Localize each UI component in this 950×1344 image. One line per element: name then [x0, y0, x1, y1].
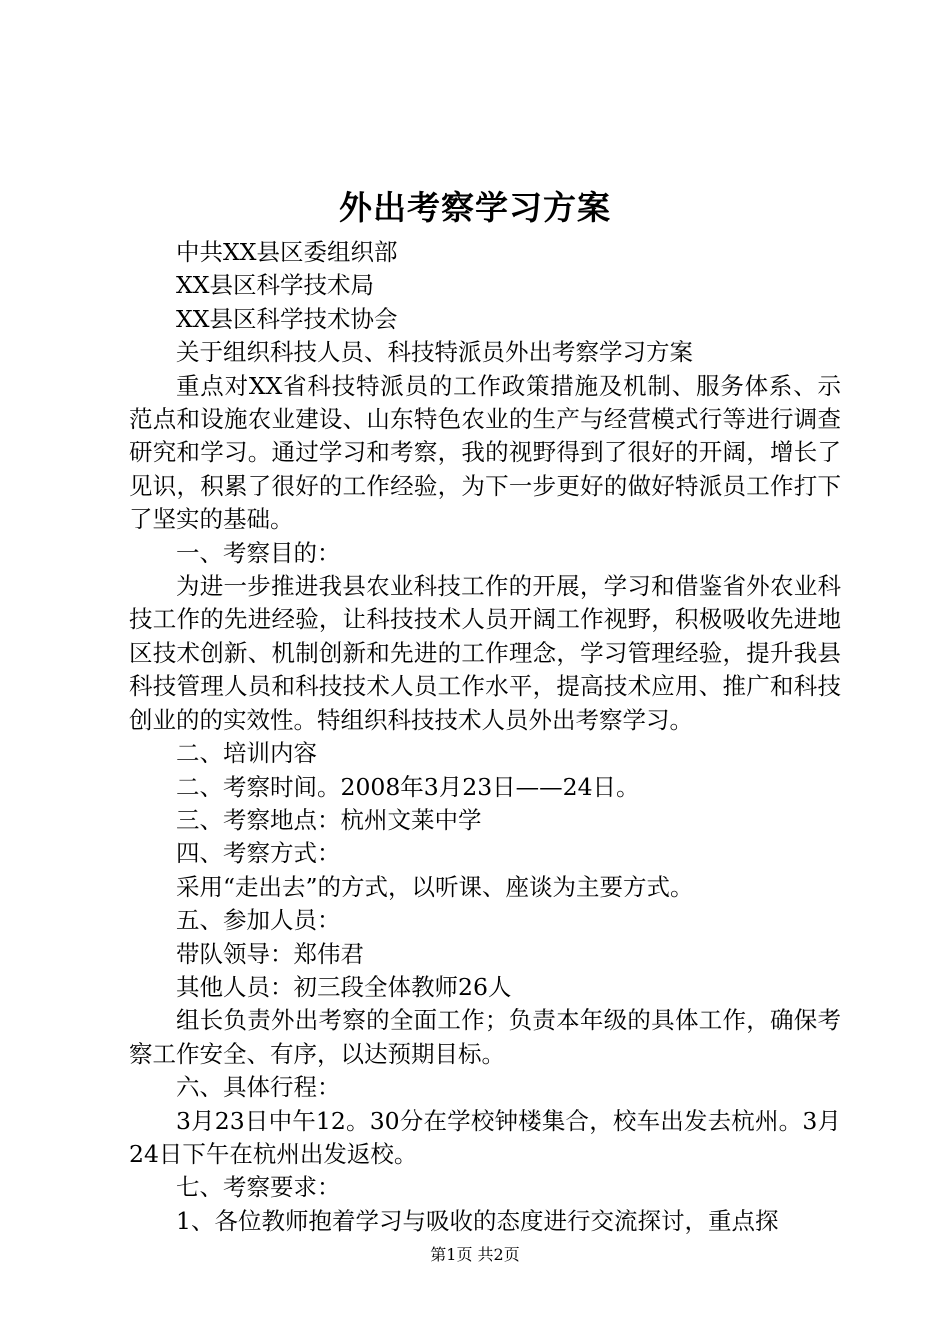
paragraph-itinerary: 3月23日中午12。30分在学校钟楼集合，校车出发去杭州。3月24日下午在杭州出发返校。	[129, 1106, 841, 1168]
paragraph-others: 其他人员：初三段全体教师26人	[176, 972, 512, 1001]
section-heading-itinerary: 六、具体行程：	[176, 1073, 341, 1102]
paragraph-responsibility: 组长负责外出考察的全面工作；负责本年级的具体工作，确保考察工作安全、有序，以达预期目标。	[129, 1006, 841, 1068]
paragraph-leader: 带队领导：郑伟君	[176, 939, 364, 968]
page-number-footer: 第1页 共2页	[430, 1245, 520, 1264]
section-heading-location: 三、考察地点：杭州文莱中学	[176, 805, 482, 834]
paragraph-org-2: XX县区科学技术局	[176, 271, 374, 300]
paragraph-intro: 重点对XX省科技特派员的工作政策措施及机制、服务体系、示范点和设施农业建设、山东特色农业的生产与经营模式行等进行调查研究和学习。通过学习和考察，我的视野得到了很好的开阔，增长了见识，积累了很好的工作经验，为下一步更好的做好特派员工作打下了坚实的基础。	[129, 371, 841, 534]
document-body	[129, 236, 841, 1238]
paragraph-subject: 关于组织科技人员、科技特派员外出考察学习方案	[176, 338, 693, 367]
paragraph-method: 采用“走出去”的方式，以听课、座谈为主要方式。	[176, 872, 694, 901]
paragraph-requirement-1: 1、各位教师抱着学习与吸收的态度进行交流探讨，重点探	[176, 1206, 779, 1235]
section-heading-participants: 五、参加人员：	[176, 906, 341, 935]
section-heading-time: 二、考察时间。2008年3月23日——24日。	[176, 772, 640, 801]
paragraph-org-3: XX县区科学技术协会	[176, 304, 398, 333]
section-heading-requirements: 七、考察要求：	[176, 1173, 341, 1202]
section-heading-method: 四、考察方式：	[176, 839, 341, 868]
paragraph-org-1: 中共XX县区委组织部	[176, 238, 398, 266]
section-heading-training: 二、培训内容	[176, 739, 317, 768]
document-title: 外出考察学习方案	[339, 188, 611, 227]
section-heading-purpose: 一、考察目的：	[176, 538, 341, 567]
paragraph-purpose: 为进一步推进我县农业科技工作的开展，学习和借鉴省外农业科技工作的先进经验，让科技技术人员开阔工作视野，积极吸收先进地区技术创新、机制创新和先进的工作理念，学习管理经验，提升我县科技管理人员和科技技术人员工作水平，提高技术应用、推广和科技创业的的实效性。特组织科技技术人员外出考察学习。	[129, 572, 841, 734]
